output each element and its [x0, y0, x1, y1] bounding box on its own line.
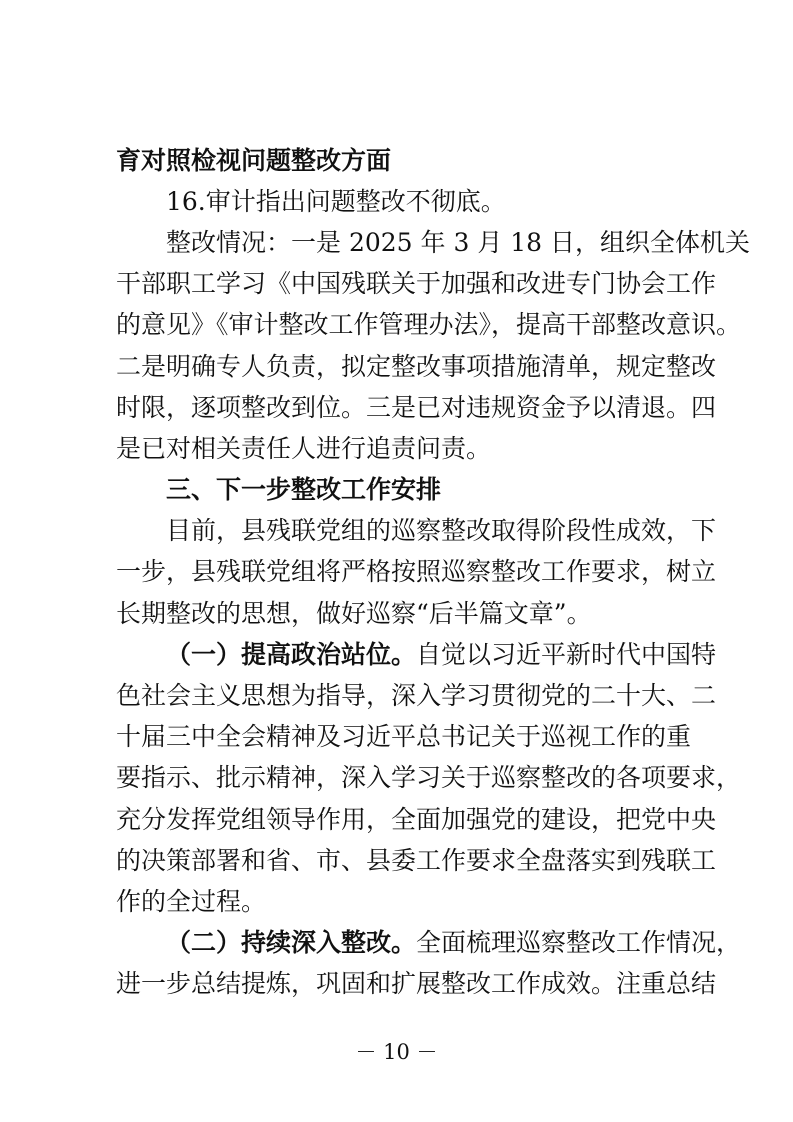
paragraph-line: 十届三中全会精神及习近平总书记关于巡视工作的重	[116, 722, 692, 751]
paragraph-line: 是已对相关责任人进行追责问责。	[116, 434, 492, 463]
subsection-one-line	[166, 638, 717, 672]
subsection-one-heading: （一）提高政治站位。	[166, 640, 417, 669]
paragraph-line: 作的全过程。	[116, 887, 267, 916]
paragraph-line: 二是明确专人负责，拟定整改事项措施清单，规定整改	[116, 352, 717, 381]
subsection-two-heading: （二）持续深入整改。	[166, 928, 417, 957]
subsection-two-line	[166, 926, 742, 960]
page-number: － 10 －	[355, 1040, 438, 1064]
subsection-two-text: 全面梳理巡察整改工作情况，	[416, 928, 742, 957]
paragraph-line: 一步，县残联党组将严格按照巡察整改工作要求，树立	[116, 557, 717, 586]
paragraph-line: 进一步总结提炼，巩固和扩展整改工作成效。注重总结	[116, 969, 717, 998]
issue-16-title: 16.审计指出问题整改不彻底。	[166, 187, 506, 216]
section-heading-line: 育对照检视问题整改方面	[116, 146, 392, 175]
paragraph-line: 干部职工学习《中国残联关于加强和改进专门协会工作	[116, 269, 717, 298]
paragraph-line: 的意见》《审计整改工作管理办法》，提高干部整改意识。	[116, 310, 742, 339]
paragraph-line: 目前，县残联党组的巡察整改取得阶段性成效，下	[166, 516, 717, 545]
paragraph-line: 要指示、批示精神，深入学习关于巡察整改的各项要求，	[116, 763, 742, 792]
subsection-one-text: 自觉以习近平新时代中国特	[416, 640, 717, 669]
paragraph-line: 色社会主义思想为指导，深入学习贯彻党的二十大、二	[116, 681, 717, 710]
paragraph-line: 充分发挥党组领导作用，全面加强党的建设，把党中央	[116, 805, 717, 834]
paragraph-line: 的决策部署和省、市、县委工作要求全盘落实到残联工	[116, 846, 717, 875]
paragraph-line: 整改情况：一是 2025 年 3 月 18 日，组织全体机关	[166, 228, 751, 257]
paragraph-line: 长期整改的思想，做好巡察“后半篇文章”。	[116, 599, 592, 628]
section-three-heading: 三、下一步整改工作安排	[166, 475, 442, 504]
paragraph-line: 时限，逐项整改到位。三是已对违规资金予以清退。四	[116, 393, 717, 422]
